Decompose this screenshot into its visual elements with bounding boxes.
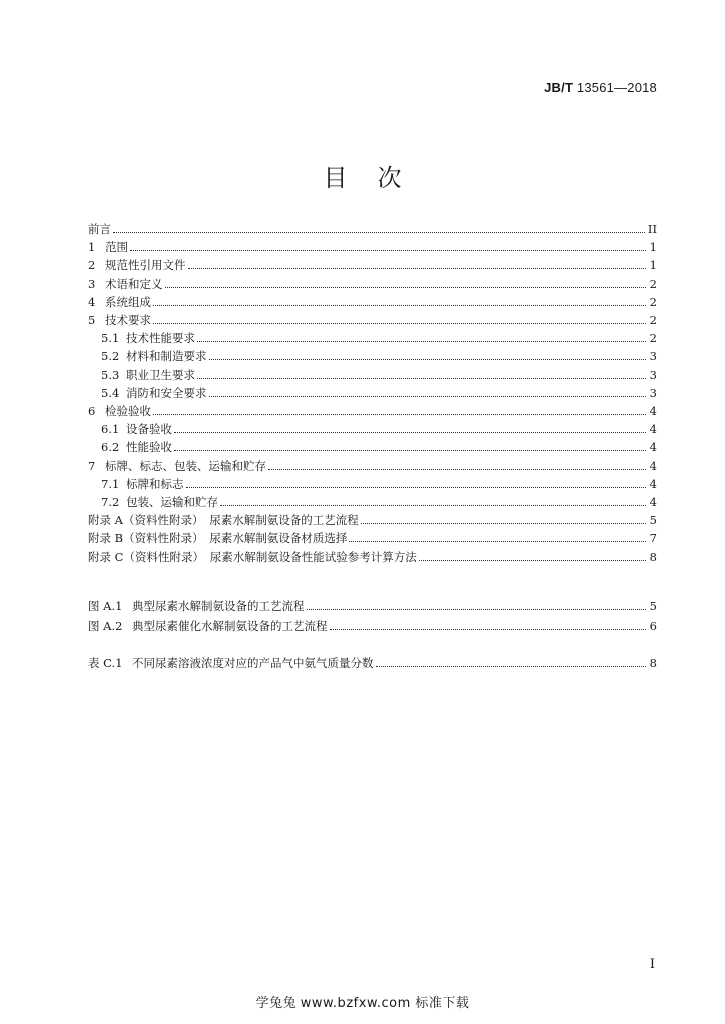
toc-entry-title: 包装、运输和贮存 [126,495,218,509]
toc-entry[interactable] [88,493,657,511]
toc-entry-title: 性能验收 [126,440,172,455]
toc-dot-leader [209,396,647,397]
toc-entry[interactable] [88,329,657,347]
toc-entry-page: 4 [649,458,657,473]
toc-entry[interactable] [88,438,657,456]
toc-entry[interactable] [88,311,657,329]
toc-dot-leader [220,505,646,506]
toc-entry-title: 消防和安全要求 [126,385,207,400]
toc-entry[interactable] [88,457,657,475]
toc-entry-title: 范围 [105,240,128,255]
toc-dot-leader [419,560,646,561]
toc-entry-title: 标牌、标志、包装、运输和贮存 [105,458,266,473]
page-number: I [649,957,655,972]
toc-entry-number: 5.3 [101,367,120,382]
toc-entry-title: 设备验收 [126,422,172,437]
toc-entry-title: 标牌和标志 [126,476,184,491]
toc-dot-leader [153,305,646,306]
toc-entry[interactable] [88,511,657,529]
toc-entry[interactable] [88,654,657,672]
toc-entry-title: 附录 A（资料性附录） 尿素水解制氨设备的工艺流程 [88,513,359,528]
toc-dot-leader [349,541,646,542]
toc-entry-number: 图 A.2 [88,618,123,633]
toc-entry-number: 6 [88,404,96,418]
standard-code [544,80,657,95]
toc-entry[interactable] [88,597,657,615]
toc-entry[interactable] [88,366,657,384]
toc-entry-page: II [647,222,657,236]
toc-entry-number: 7.1 [101,476,120,491]
toc-dot-leader [361,523,646,524]
toc-entry-title: 检验验收 [105,404,151,418]
toc-entry-page: 2 [649,331,657,346]
toc-dot-leader [113,232,645,233]
toc-dot-leader [174,432,646,433]
toc-dot-leader [153,414,646,415]
toc-entry-page: 1 [649,240,657,255]
toc-entry-page: 1 [649,258,657,273]
standard-number: 13561—2018 [576,80,657,95]
toc-dot-leader [330,629,647,630]
toc-entry-number: 3 [88,276,96,291]
toc-entry-number: 2 [88,258,96,273]
toc-dot-leader [153,323,646,324]
toc-entry[interactable] [88,475,657,493]
toc-entry-number: 图 A.1 [88,599,123,613]
toc-entry-title: 附录 C（资料性附录） 尿素水解制氨设备性能试验参考计算方法 [88,549,417,564]
toc-entry-number: 表 C.1 [88,656,123,670]
toc-entry-number: 5.2 [101,349,120,364]
toc-entry-number: 6.1 [101,422,120,437]
toc-entry-number: 5.4 [101,385,120,400]
toc-dot-leader [197,378,646,379]
toc-dot-leader [197,341,646,342]
toc-entry[interactable] [88,256,657,274]
toc-entry-number: 5 [88,313,96,327]
toc-entry-title: 材料和制造要求 [126,349,207,364]
toc-entry-page: 7 [649,531,657,546]
toc-entry[interactable] [88,220,657,238]
toc-entry-number: 5.1 [101,331,120,346]
standard-prefix: JB/T [544,80,574,95]
toc-entry[interactable] [88,347,657,365]
toc-entry[interactable] [88,529,657,547]
toc-entry[interactable] [88,238,657,256]
footer-watermark: 学兔兔 www.bzfxw.com 标准下载 [255,996,470,1011]
toc-entry-title: 职业卫生要求 [126,367,195,382]
toc-dot-leader [209,359,647,360]
toc-entry-title: 典型尿素催化水解制氨设备的工艺流程 [132,618,328,633]
toc-entry-number: 7.2 [101,495,120,509]
toc-entry-number: 7 [88,458,96,473]
toc-entry-page: 5 [649,513,657,528]
toc-dot-leader [174,450,646,451]
toc-entry-title: 前言 [88,222,111,236]
toc-dot-leader [130,250,646,251]
toc-dot-leader [376,666,647,667]
toc-dot-leader [268,469,646,470]
toc-dot-leader [188,268,647,269]
toc-entry-page: 2 [649,294,657,309]
toc-entry-page: 4 [649,495,657,509]
toc-entry[interactable] [88,293,657,311]
toc-entry-title: 规范性引用文件 [105,258,186,273]
toc-entry-page: 4 [649,422,657,437]
toc-entry-title: 系统组成 [105,294,151,309]
toc-entry[interactable] [88,275,657,293]
toc-entry-title: 典型尿素水解制氨设备的工艺流程 [132,599,305,613]
toc-title: 目次 [323,164,432,192]
toc-dot-leader [186,487,647,488]
toc-entry-page: 2 [649,313,657,327]
toc-entry[interactable] [88,548,657,566]
toc-entry-number: 1 [88,240,96,255]
toc-entry-title: 术语和定义 [105,276,163,291]
toc-entry-number: 4 [88,294,96,309]
toc-entry-title: 不同尿素溶液浓度对应的产品气中氨气质量分数 [132,656,374,670]
toc-entry-page: 3 [649,367,657,382]
toc-entry-number: 6.2 [101,440,120,455]
toc-entry-page: 3 [649,385,657,400]
toc-entry[interactable] [88,617,657,635]
toc-entry-title: 技术要求 [105,313,151,327]
toc-entry-page: 3 [649,349,657,364]
toc-dot-leader [307,609,647,610]
toc-entry[interactable] [88,420,657,438]
toc-entry-page: 8 [649,656,657,670]
toc-entry-page: 6 [649,618,657,633]
toc-entry-page: 4 [649,404,657,418]
toc-entry[interactable] [88,402,657,420]
toc-entry-page: 2 [649,276,657,291]
toc-dot-leader [165,287,647,288]
toc-entry-page: 4 [649,476,657,491]
toc-entry-page: 5 [649,599,657,613]
toc-entry-page: 4 [649,440,657,455]
toc-entry-title: 附录 B（资料性附录） 尿素水解制氨设备材质选择 [88,531,348,546]
toc-entry[interactable] [88,384,657,402]
toc-entry-title: 技术性能要求 [126,331,195,346]
toc-entry-page: 8 [649,549,657,564]
